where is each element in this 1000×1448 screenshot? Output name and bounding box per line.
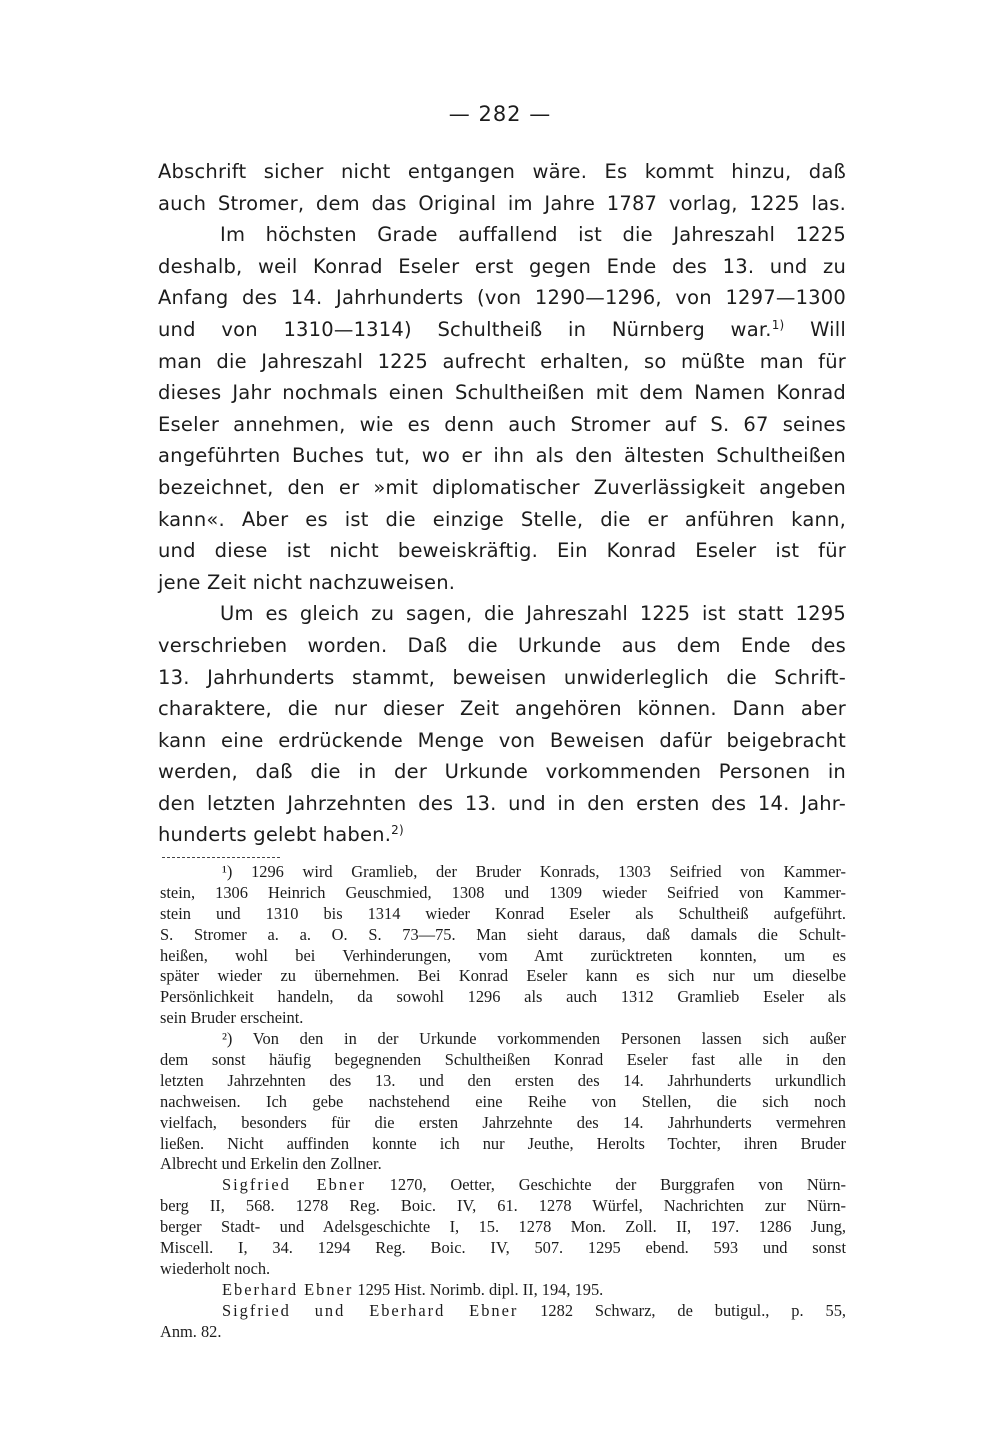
footnote-1-line: heißen, wohl bei Verhinderungen, vom Amt zurücktreten konnten, um es	[160, 945, 846, 965]
entry-text: 1270, Oetter, Geschichte der Burggrafen von Nürn-	[365, 1175, 846, 1195]
text-segment: Will	[810, 317, 846, 341]
text-line: jene Zeit nicht nachzuweisen.	[158, 570, 456, 594]
footnote-entry-sigfried-und-eberhard-ebner	[160, 1301, 846, 1322]
footnote-entry-line: Miscell. I, 34. 1294 Reg. Boic. IV, 507. 1295 ebend. 593 und sonst	[160, 1238, 846, 1258]
person-name: Eberhard Ebner	[222, 1279, 354, 1299]
footnote-2-line: letzten Jahrzehnten des 13. und den ersten des 14. Jahrhunderts urkundlich	[160, 1070, 846, 1090]
person-name: Sigfried und Eberhard Ebner	[222, 1300, 519, 1320]
page-number: — 282 —	[448, 102, 552, 126]
text-line: 13. Jahrhunderts stammt, beweisen unwiderleglich die Schrift-	[158, 665, 846, 689]
footnote-divider	[162, 857, 280, 858]
footnote-1-line: S. Stromer a. a. O. S. 73—75. Man sieht daraus, daß damals die Schult-	[160, 924, 846, 944]
entry-text: 1295 Hist. Norimb. dipl. II, 194, 195.	[353, 1279, 604, 1299]
text-segment: hunderts gelebt haben.	[158, 823, 392, 847]
footnote-1-line: stein und 1310 bis 1314 wieder Konrad Eseler als Schultheiß aufgeführt.	[160, 903, 846, 923]
footnotes	[160, 862, 846, 1342]
footnote-entry-line: berg II, 568. 1278 Reg. Boic. IV, 61. 1278 Würfel, Nachrichten zur Nürn-	[160, 1196, 846, 1216]
footnote-1-line: später wieder zu übernehmen. Bei Konrad Eseler kann es sich nur um dieselbe	[160, 966, 846, 986]
footnote-entry-sigfried-ebner	[160, 1175, 846, 1196]
text-line: man die Jahreszahl 1225 aufrecht erhalten, so müßte man für	[158, 349, 846, 373]
text-line: dieses Jahr nochmals einen Schultheißen mit dem Namen Konrad	[158, 381, 846, 405]
text-line: Anfang des 14. Jahrhunderts (von 1290—1296, von 1297—1300	[158, 286, 846, 310]
text-line: den letzten Jahrzehnten des 13. und in den ersten des 14. Jahr-	[158, 791, 846, 815]
text-line: charaktere, die nur dieser Zeit angehören können. Dann aber	[158, 697, 846, 721]
text-line: Eseler annehmen, wie es denn auch Stromer auf S. 67 seines	[158, 412, 846, 436]
entry-text: 1282 Schwarz, de butigul., p. 55,	[518, 1300, 846, 1320]
text-line: auch Stromer, dem das Original im Jahre 1787 vorlag, 1225 las.	[158, 191, 846, 215]
footnote-2-line: dem sonst häufig begegnenden Schultheißen Konrad Eseler fast alle in den	[160, 1050, 846, 1070]
footnote-entry-eberhard-ebner	[160, 1280, 846, 1301]
text-line: werden, daß die in der Urkunde vorkommenden Personen in	[158, 760, 846, 784]
footnote-2-line: Albrecht und Erkelin den Zollner.	[160, 1154, 382, 1174]
footnote-2-line: vielfach, besonders für die ersten Jahrzehnte des 14. Jahrhunderts vermehren	[160, 1112, 846, 1132]
text-line: Um es gleich zu sagen, die Jahreszahl 1225 ist statt 1295	[220, 602, 846, 626]
footnote-entry-line: berger Stadt- und Adelsgeschichte I, 15. 1278 Mon. Zoll. II, 197. 1286 Jung,	[160, 1217, 846, 1237]
footnote-entry-line: wiederholt noch.	[160, 1258, 271, 1278]
footnote-2-line: ²) Von den in der Urkunde vorkommenden Personen lassen sich außer	[222, 1029, 846, 1049]
footnote-1-line: stein, 1306 Heinrich Geuschmied, 1308 und 1309 wieder Seifried von Kammer-	[160, 882, 846, 902]
text-line: Abschrift sicher nicht entgangen wäre. Es kommt hinzu, daß	[158, 160, 846, 183]
footnote-1-line: ¹) 1296 wird Gramlieb, der Bruder Konrads, 1303 Seifried von Kammer-	[222, 862, 846, 881]
footnote-ref-2[interactable]: 2)	[391, 823, 404, 838]
text-segment: und von 1310—1314) Schultheiß in Nürnberg war.	[158, 317, 772, 341]
text-line: angeführten Buches tut, wo er ihn als den ältesten Schultheißen	[158, 444, 846, 468]
main-text	[158, 156, 846, 851]
text-line-with-footnote-ref	[158, 819, 846, 851]
text-line: verschrieben worden. Daß die Urkunde aus dem Ende des	[158, 633, 846, 657]
text-line: bezeichnet, den er »mit diplomatischer Zuverlässigkeit angeben	[158, 475, 846, 499]
text-line: und diese ist nicht beweiskräftig. Ein Konrad Eseler ist für	[158, 539, 846, 563]
footnote-ref-1[interactable]: 1)	[771, 317, 785, 332]
text-line: kann«. Aber es ist die einzige Stelle, die er anführen kann,	[158, 507, 846, 531]
text-line: deshalb, weil Konrad Eseler erst gegen Ende des 13. und zu	[158, 254, 846, 278]
person-name: Sigfried Ebner	[222, 1175, 366, 1195]
text-line-with-footnote-ref	[158, 314, 846, 346]
footnote-1-line: sein Bruder erscheint.	[160, 1008, 304, 1028]
footnote-2-line: nachweisen. Ich gebe nachstehend eine Reihe von Stellen, die sich noch	[160, 1091, 846, 1111]
text-line: kann eine erdrückende Menge von Beweisen dafür beigebracht	[158, 728, 846, 752]
footnote-entry-line: Anm. 82.	[160, 1321, 222, 1341]
text-line: Im höchsten Grade auffallend ist die Jahreszahl 1225	[220, 223, 846, 247]
footnote-1-line: Persönlichkeit handeln, da sowohl 1296 als auch 1312 Gramlieb Eseler als	[160, 987, 846, 1007]
footnote-2-line: ließen. Nicht auffinden konnte ich nur Jeuthe, Herolts Tochter, ihren Bruder	[160, 1133, 846, 1153]
